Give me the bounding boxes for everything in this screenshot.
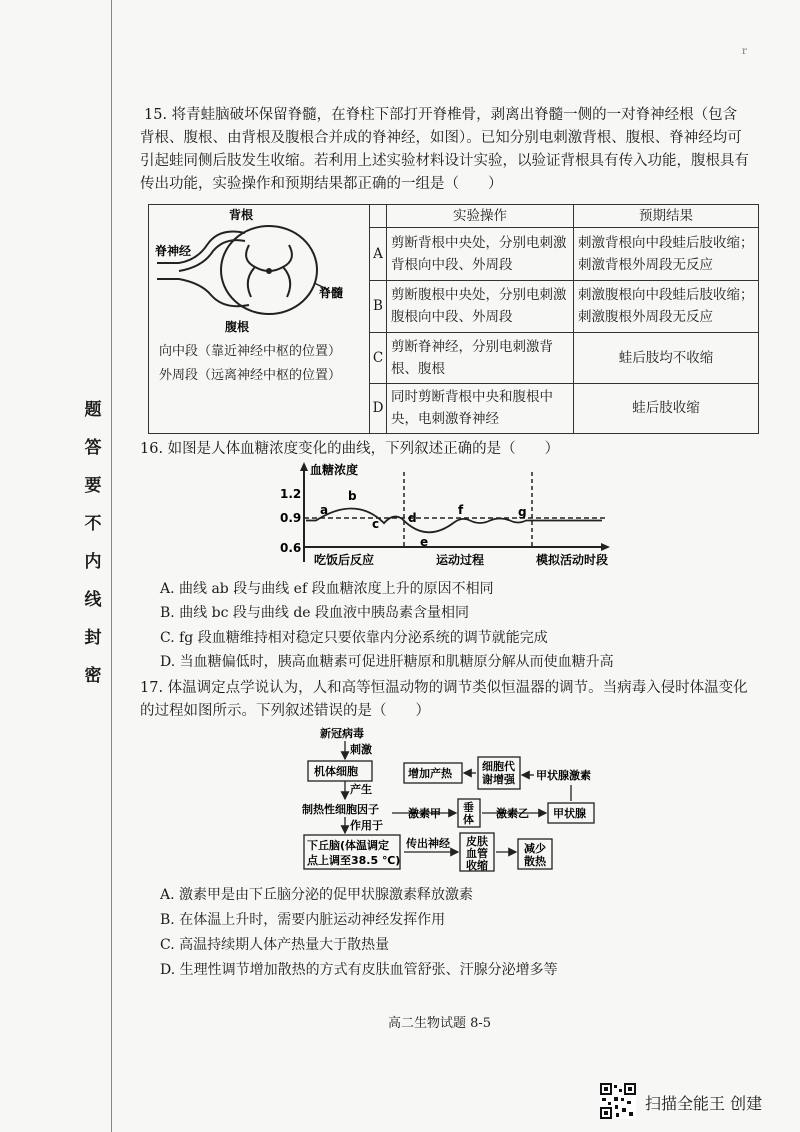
x-axis-arrow — [601, 543, 610, 551]
point-label-e: e — [420, 535, 429, 549]
row-operation: 剪断腹根中央处，分别电刺激腹根向中段、外周段 — [387, 280, 574, 332]
skin-label-2: 血管 — [466, 847, 488, 860]
binding-line — [111, 0, 112, 1132]
seal-char: 要 — [84, 476, 102, 496]
table-header-operation: 实验操作 — [387, 205, 574, 228]
page-footer: 高二生物试题 8-5 — [388, 1016, 492, 1031]
skin-label-3: 收缩 — [466, 859, 488, 872]
segment-label: 模拟活动时段 — [536, 553, 609, 567]
scanner-brand-text: 扫描全能王 创建 — [645, 1094, 763, 1113]
row-operation: 剪断背根中央处，分别电刺激背根向中段、外周段 — [387, 228, 574, 280]
point-label-g: g — [518, 505, 527, 519]
q17-option-a: A. 激素甲是由下丘脑分泌的促甲状腺激素释放激素 — [160, 887, 474, 903]
q15-table — [148, 204, 759, 434]
y-tick-label: 0.9 — [280, 511, 302, 525]
hypothalamus-label-1: 下丘脑(体温调定 — [307, 839, 390, 852]
row-key: D — [370, 383, 387, 433]
q16-option-b: B. 曲线 bc 段与曲线 de 段血液中胰岛素含量相同 — [160, 605, 470, 621]
segment-label: 吃饭后反应 — [314, 553, 375, 567]
row-key: A — [370, 228, 387, 280]
body-cell-label: 机体细胞 — [314, 765, 358, 778]
row-result: 刺激背根向中段蛙后肢收缩；刺激背根外周段无反应 — [574, 228, 759, 280]
q17-option-b: B. 在体温上升时，需要内脏运动神经发挥作用 — [160, 912, 446, 928]
note-central-segment: 向中段（靠近神经中枢的位置） — [159, 344, 342, 359]
reduce-label-2: 散热 — [524, 855, 546, 868]
heat-gain-label: 增加产热 — [408, 767, 452, 780]
produce-label: 产生 — [350, 783, 372, 796]
seal-char: 密 — [84, 666, 102, 686]
label-ventral-root: 腹根 — [225, 320, 250, 334]
row-result: 蛙后肢收缩 — [574, 383, 759, 433]
central-canal — [266, 268, 272, 274]
q17-option-d: D. 生理性调节增加散热的方式有皮肤血管舒张、汗腺分泌增多等 — [160, 962, 558, 978]
q17-option-c: C. 高温持续期人体产热量大于散热量 — [160, 937, 390, 953]
row-operation: 同时剪断背根中央和腹根中央，电刺激脊神经 — [387, 383, 574, 433]
y-tick-label: 1.2 — [280, 487, 302, 501]
seal-char: 封 — [84, 628, 102, 648]
hormone-a-label: 激素甲 — [408, 807, 441, 820]
point-label-b: b — [348, 489, 357, 503]
table-header-empty — [370, 205, 387, 228]
thyroid-label: 甲状腺 — [553, 807, 586, 820]
glucose-curve — [306, 509, 602, 533]
pyrogen-label: 制热性细胞因子 — [302, 803, 379, 816]
q15-stem: 15. 将青蛙脑破坏保留脊髓，在脊柱下部打开脊椎骨，剥离出脊髓一侧的一对脊神经根（包含背根、腹根、由背根及腹根合并成的脊神经，如图）。已知分别电刺激背根、腹根、脊神经均可引起蛙同侧后肢发生收缩。若利用上述实验材料设计实验，以验证背根具有传入功能，腹根具有传出功能，实验操作和预期结果都正确的一组是（ ） — [140, 107, 749, 192]
y-tick-label: 0.6 — [280, 541, 302, 555]
y-axis-label: 血糖浓度 — [310, 463, 359, 477]
row-key: B — [370, 280, 387, 332]
note-peripheral-segment: 外周段（远离神经中枢的位置） — [159, 368, 342, 383]
table-header-result: 预期结果 — [574, 205, 759, 228]
label-dorsal-root: 背根 — [229, 208, 254, 222]
qr-code-icon — [600, 1083, 636, 1119]
spinal-nerve-diagram — [149, 205, 369, 345]
q16-option-c: C. fg 段血糖维持相对稳定只要依靠内分泌系统的调节就能完成 — [160, 630, 548, 646]
virus-label: 新冠病毒 — [320, 727, 364, 740]
seal-char: 内 — [84, 552, 102, 572]
point-label-c: c — [372, 517, 380, 531]
row-result: 蛙后肢均不收缩 — [574, 333, 759, 383]
q15-figure-cell — [149, 205, 370, 434]
point-label-d: d — [408, 511, 417, 525]
top-corner-mark: r — [742, 46, 747, 57]
skin-label-1: 皮肤 — [466, 835, 488, 848]
point-label-a: a — [320, 503, 329, 517]
hypothalamus-label-2: 点上调至38.5 ℃) — [307, 854, 401, 867]
row-operation: 剪断脊神经，分别电刺激背根、腹根 — [387, 333, 574, 383]
seal-char: 答 — [84, 438, 102, 458]
q17-stem: 17. 体温调定点学说认为，人和高等恒温动物的调节类似恒温器的调节。当病毒入侵时体温变化的过程如图所示。下列叙述错误的是（ ） — [140, 680, 748, 719]
segment-label: 运动过程 — [436, 553, 485, 567]
efferent-label: 传出神经 — [406, 837, 450, 850]
q16-option-a: A. 曲线 ab 段与曲线 ef 段血糖浓度上升的原因不相同 — [160, 581, 494, 597]
y-axis-arrow — [300, 462, 308, 471]
pituitary-label-2: 体 — [463, 813, 474, 826]
fever-regulation-flowchart — [300, 725, 620, 875]
blood-glucose-chart — [280, 462, 610, 572]
stimulate-label: 刺激 — [350, 743, 372, 756]
reduce-label-1: 减少 — [524, 842, 546, 855]
point-label-f: f — [458, 503, 464, 517]
q16-stem: 16. 如图是人体血糖浓度变化的曲线，下列叙述正确的是（ ） — [140, 441, 560, 457]
row-result: 刺激腹根向中段蛙后肢收缩；刺激腹根外周段无反应 — [574, 280, 759, 332]
seal-char: 题 — [84, 400, 102, 420]
seal-char: 线 — [84, 590, 102, 610]
label-spinal-nerve: 脊神经 — [155, 244, 192, 258]
label-spinal-cord: 脊髓 — [319, 286, 344, 300]
seal-char: 不 — [84, 514, 102, 534]
margin-seal-text — [80, 395, 106, 699]
spinal-nerve — [157, 263, 179, 279]
metabolism-label-2: 谢增强 — [482, 773, 515, 786]
hormone-b-label: 激素乙 — [496, 807, 529, 820]
metabolism-label-1: 细胞代 — [482, 760, 515, 773]
pituitary-label-1: 垂 — [463, 801, 474, 814]
q16-option-d: D. 当血糖偏低时，胰高血糖素可促进肝糖原和肌糖原分解从而使血糖升高 — [160, 654, 614, 670]
row-key: C — [370, 333, 387, 383]
ventral-root — [179, 279, 249, 306]
act-on-label: 作用于 — [350, 819, 383, 832]
thyroid-hormone-label: 甲状腺激素 — [536, 769, 591, 782]
